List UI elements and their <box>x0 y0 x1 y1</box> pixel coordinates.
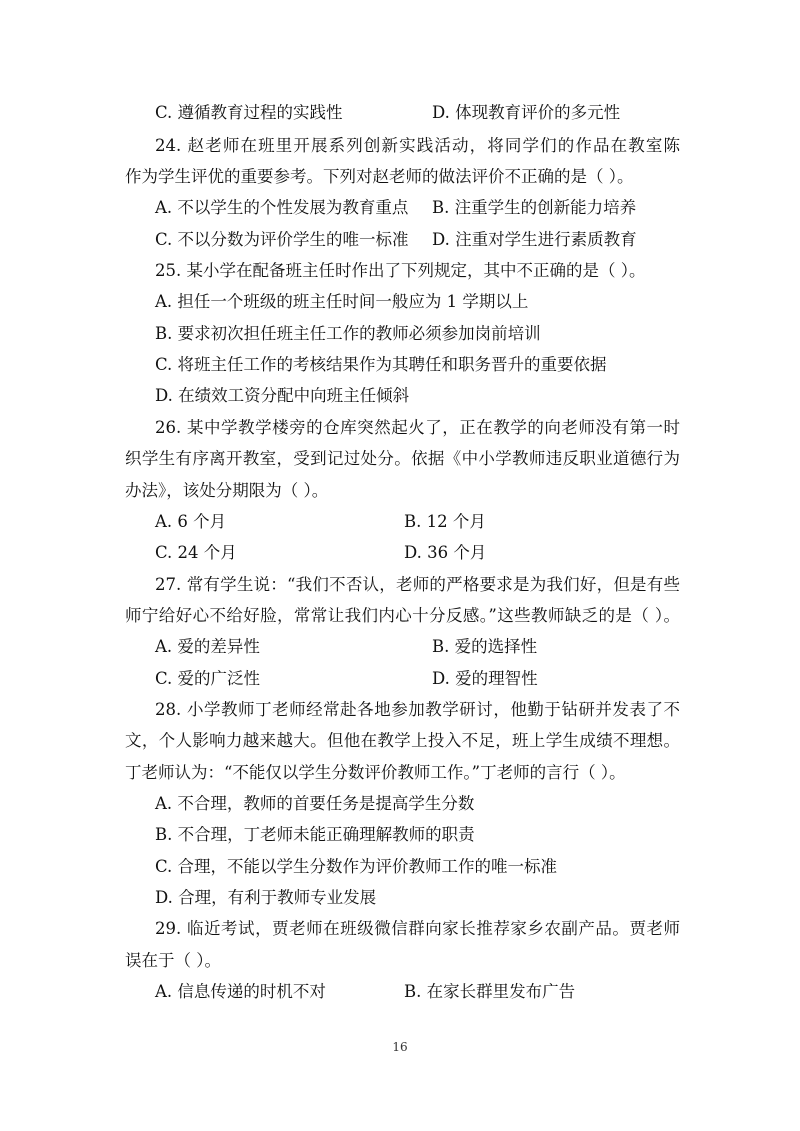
q24-option-b: B. 注重学生的创新能力培养 <box>432 198 637 217</box>
q29-stem-line1: 29. 临近考试，贾老师在班级微信群向家长推荐家乡农副产品。贾老师 <box>155 919 680 938</box>
q28-option-c: C. 合理，不能以学生分数作为评价教师工作的唯一标准 <box>155 857 558 876</box>
q26-stem-line3: 办法》，该处分期限为（ ）。 <box>125 481 329 500</box>
q26-stem-line2: 织学生有序离开教室，受到记过处分。依据《中小学教师违反职业道德行为 <box>125 449 680 468</box>
q24-option-d: D. 注重对学生进行素质教育 <box>432 230 637 249</box>
q29-option-b: B. 在家长群里发布广告 <box>404 982 576 1001</box>
q26-option-d: D. 36 个月 <box>404 543 487 562</box>
q24-option-c: C. 不以分数为评价学生的唯一标准 <box>155 230 409 249</box>
q25-option-c: C. 将班主任工作的考核结果作为其聘任和职务晋升的重要依据 <box>155 355 607 374</box>
q27-option-d: D. 爱的理智性 <box>432 669 538 688</box>
q28-option-d: D. 合理，有利于教师专业发展 <box>155 888 377 907</box>
q24-stem-line2: 作为学生评优的重要参考。下列对赵老师的做法评价不正确的是（ ）。 <box>125 167 634 186</box>
q27-option-c: C. 爱的广泛性 <box>155 669 261 688</box>
q24-option-a: A. 不以学生的个性发展为教育重点 <box>155 198 409 217</box>
q25-stem: 25. 某小学在配备班主任时作出了下列规定，其中不正确的是（ ）。 <box>155 261 646 280</box>
q25-option-d: D. 在绩效工资分配中向班主任倾斜 <box>155 386 410 405</box>
q28-stem-line2: 文，个人影响力越来越大。但他在教学上投入不足，班上学生成绩不理想。 <box>125 731 680 750</box>
q23-option-d: D. 体现教育评价的多元性 <box>432 103 621 122</box>
q28-option-b: B. 不合理，丁老师未能正确理解教师的职责 <box>155 825 475 844</box>
q26-option-c: C. 24 个月 <box>155 543 237 562</box>
q28-stem-line1: 28. 小学教师丁老师经常赴各地参加教学研讨，他勤于钻研并发表了不 <box>155 700 680 719</box>
q27-option-b: B. 爱的选择性 <box>432 637 538 656</box>
q27-stem-line1: 27. 常有学生说：“我们不否认，老师的严格要求是为我们好，但是有些 <box>155 575 680 594</box>
page-number: 16 <box>392 1040 408 1054</box>
q27-stem-line2: 师宁给好心不给好脸，常常让我们内心十分反感。”这些教师缺乏的是（ ）。 <box>125 606 680 625</box>
q26-option-a: A. 6 个月 <box>155 512 227 531</box>
q25-option-b: B. 要求初次担任班主任工作的教师必须参加岗前培训 <box>155 324 541 343</box>
q24-stem-line1: 24. 赵老师在班里开展系列创新实践活动，将同学们的作品在教室陈 <box>155 136 680 155</box>
q26-option-b: B. 12 个月 <box>404 512 486 531</box>
q26-stem-line1: 26. 某中学教学楼旁的仓库突然起火了，正在教学的向老师没有第一时 <box>155 418 680 437</box>
q25-option-a: A. 担任一个班级的班主任时间一般应为 1 学期以上 <box>155 292 529 311</box>
q28-stem-line3: 丁老师认为：“不能仅以学生分数评价教师工作。”丁老师的言行（ ）。 <box>125 763 626 782</box>
q29-stem-line2: 误在于（ ）。 <box>125 951 221 970</box>
q27-option-a: A. 爱的差异性 <box>155 637 260 656</box>
q28-option-a: A. 不合理，教师的首要任务是提高学生分数 <box>155 794 475 813</box>
q23-option-c: C. 遵循教育过程的实践性 <box>155 103 343 122</box>
q29-option-a: A. 信息传递的时机不对 <box>155 982 326 1001</box>
